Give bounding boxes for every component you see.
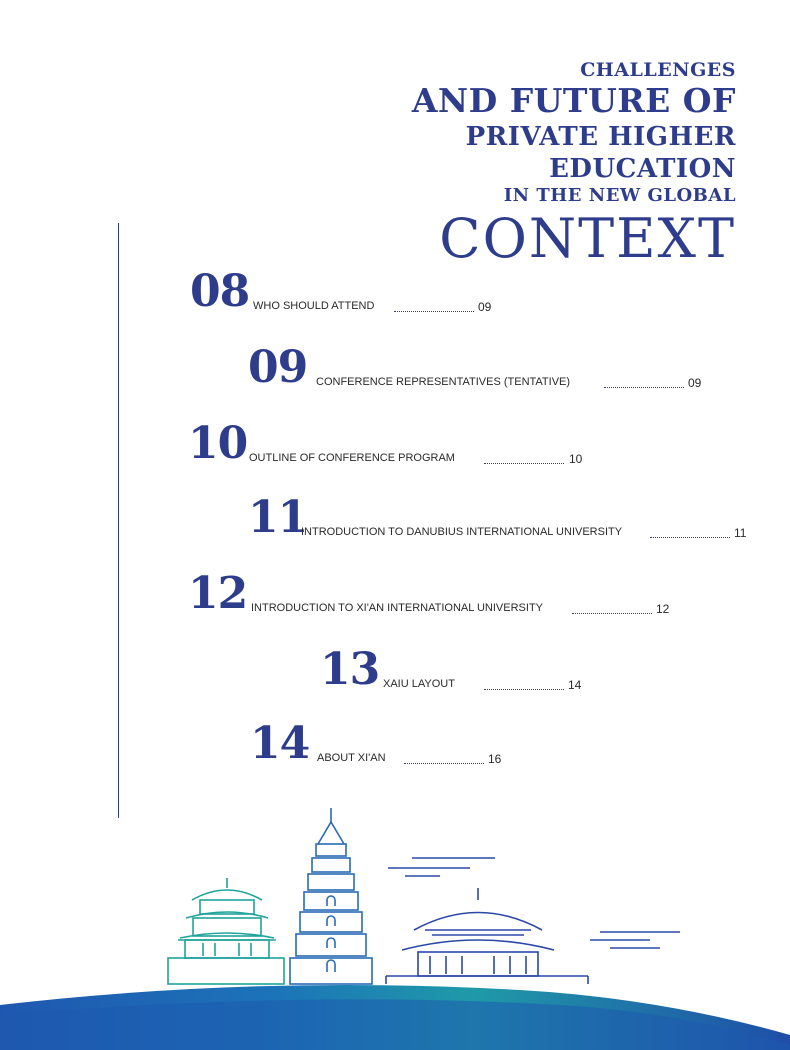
toc-leader-dots	[394, 311, 474, 312]
big-wild-goose-pagoda-icon	[290, 808, 372, 984]
bell-tower-icon	[168, 878, 284, 984]
toc-number: 14	[250, 718, 310, 769]
title-line-5: IN THE NEW GLOBAL	[503, 185, 736, 206]
toc-page-number: 16	[488, 752, 502, 766]
toc-page-number: 09	[478, 300, 492, 314]
temple-hall-icon	[386, 888, 588, 984]
toc-label[interactable]: XAIU LAYOUT	[383, 678, 455, 690]
toc-label[interactable]: OUTLINE OF CONFERENCE PROGRAM	[249, 452, 455, 464]
toc-leader-dots	[484, 463, 564, 464]
toc-row-09[interactable]	[248, 330, 718, 393]
toc-page-number: 10	[569, 452, 583, 466]
title-line-6: CONTEXT	[439, 207, 736, 270]
toc-leader-dots	[484, 689, 564, 690]
toc-number: 12	[188, 568, 248, 619]
toc-page-number: 11	[734, 526, 747, 540]
toc-number: 09	[248, 342, 308, 393]
toc-row-08[interactable]	[190, 254, 510, 317]
toc-page-number: 12	[656, 602, 670, 616]
toc-row-11[interactable]	[248, 480, 768, 543]
toc-label[interactable]: CONFERENCE REPRESENTATIVES (TENTATIVE)	[316, 376, 571, 388]
title-line-1: CHALLENGES	[580, 59, 736, 81]
decorative-lines-left	[78, 935, 160, 953]
decorative-lines-right	[388, 858, 680, 948]
xian-skyline-illustration	[0, 800, 790, 1050]
title-line-4: EDUCATION	[549, 154, 736, 184]
toc-leader-dots	[604, 387, 684, 388]
toc-leader-dots	[404, 763, 484, 764]
toc-label[interactable]: INTRODUCTION TO XI'AN INTERNATIONAL UNIVERSITY	[251, 602, 543, 614]
title-line-3: PRIVATE HIGHER	[465, 122, 736, 152]
toc-number: 10	[188, 418, 248, 469]
title-line-2: AND FUTURE OF	[411, 81, 736, 120]
toc-label[interactable]: ABOUT XI'AN	[317, 752, 386, 764]
vertical-divider	[118, 223, 119, 818]
toc-number: 13	[320, 644, 380, 695]
toc-leader-dots	[650, 537, 730, 538]
toc-row-14[interactable]	[250, 706, 530, 769]
toc-number: 11	[248, 492, 308, 543]
toc-row-10[interactable]	[188, 406, 598, 469]
cover-title	[412, 58, 736, 270]
toc-label[interactable]: INTRODUCTION TO DANUBIUS INTERNATIONAL UNIVERSITY	[301, 526, 623, 538]
toc-page-number: 14	[568, 678, 582, 692]
toc-number: 08	[190, 266, 250, 317]
toc-row-12[interactable]	[188, 556, 688, 619]
toc-row-13[interactable]	[320, 632, 600, 695]
toc-label[interactable]: WHO SHOULD ATTEND	[253, 300, 375, 312]
toc-leader-dots	[572, 613, 652, 614]
toc-page-number: 09	[688, 376, 702, 390]
